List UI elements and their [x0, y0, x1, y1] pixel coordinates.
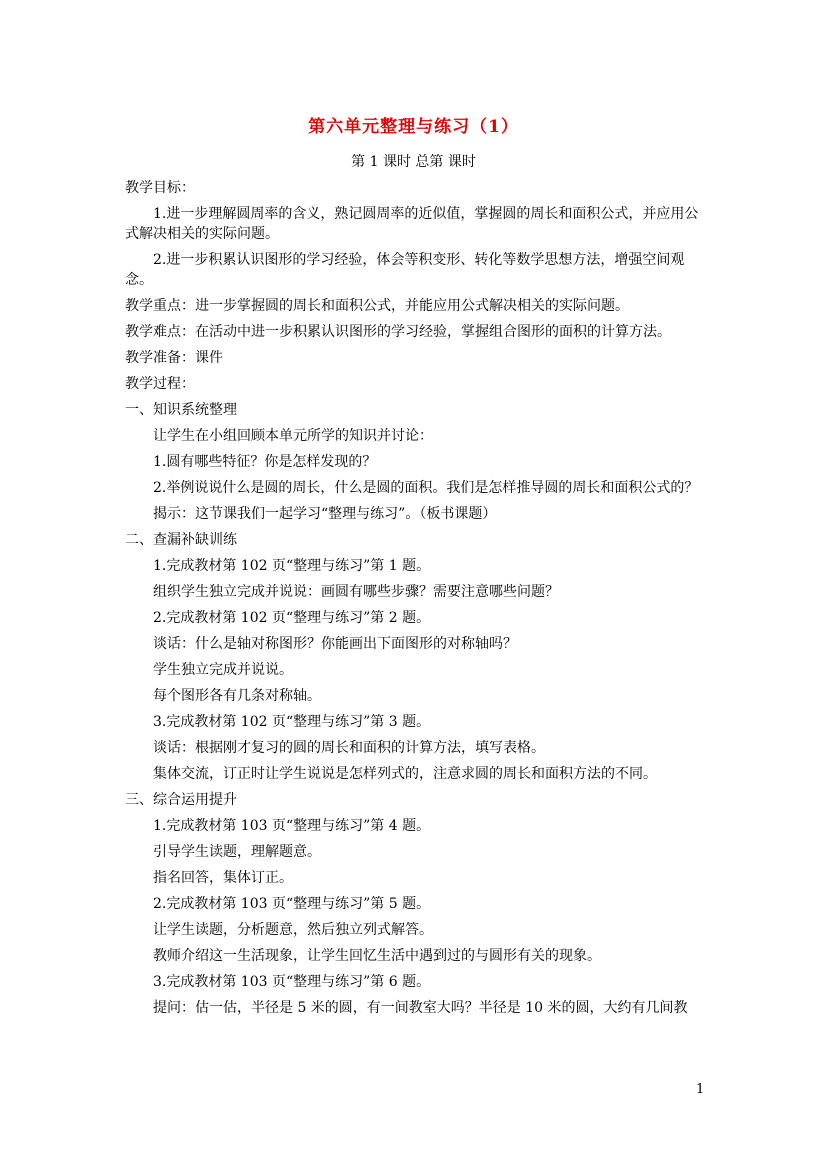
difficult-points: 教学难点：在活动中进一步积累认识图形的学习经验，掌握组合图形的面积的计算方法。: [125, 324, 671, 340]
objective-2: 2.进一步积累认识图形的学习经验，体会等积变形、转化等数学思想方法，增强空间观念。: [125, 252, 685, 288]
page-number: 1: [696, 1082, 705, 1097]
section-1-heading: 一、知识系统整理: [125, 402, 237, 418]
preparation: 教学准备：课件: [125, 350, 223, 366]
paragraph: 引导学生读题，理解题意。: [153, 844, 321, 860]
paragraph: 谈话：根据刚才复习的圆的周长和面积的计算方法，填写表格。: [153, 740, 545, 756]
section-2-heading: 二、查漏补缺训练: [125, 532, 237, 548]
paragraph: 1.完成教材第 103 页“整理与练习”第 4 题。: [153, 818, 431, 834]
lesson-subtitle: 第 1 课时 总第 课时: [351, 154, 476, 170]
document-body: [125, 178, 710, 1024]
paragraph: 2.完成教材第 102 页“整理与练习”第 2 题。: [153, 610, 431, 626]
paragraph: 让学生在小组回顾本单元所学的知识并讨论：: [153, 428, 433, 444]
paragraph: 提问：估一估，半径是 5 米的圆，有一间教室大吗？半径是 10 米的圆，大约有几间教: [153, 1000, 688, 1016]
heading-process: 教学过程：: [125, 376, 195, 392]
paragraph: 1.完成教材第 102 页“整理与练习”第 1 题。: [153, 558, 431, 574]
paragraph: 2.举例说说什么是圆的周长，什么是圆的面积。我们是怎样推导圆的周长和面积公式的？: [153, 480, 699, 496]
paragraph: 谈话：什么是轴对称图形？你能画出下面图形的对称轴吗？: [153, 636, 517, 652]
section-3-heading: 三、综合运用提升: [125, 792, 237, 808]
paragraph: 学生独立完成并说说。: [153, 662, 293, 678]
paragraph: 2.完成教材第 103 页“整理与练习”第 5 题。: [153, 896, 431, 912]
objective-1: 1.进一步理解圆周率的含义，熟记圆周率的近似值，掌握圆的周长和面积公式，并应用公式解决相关的实际问题。: [125, 206, 699, 242]
paragraph: 1.圆有哪些特征？你是怎样发现的？: [153, 454, 377, 470]
paragraph: 组织学生独立完成并说说：画圆有哪些步骤？需要注意哪些问题？: [153, 584, 559, 600]
heading-objectives: 教学目标：: [125, 180, 195, 196]
key-points: 教学重点：进一步掌握圆的周长和面积公式，并能应用公式解决相关的实际问题。: [125, 298, 629, 314]
paragraph: 3.完成教材第 102 页“整理与练习”第 3 题。: [153, 714, 431, 730]
paragraph: 集体交流，订正时让学生说说是怎样列式的，注意求圆的周长和面积方法的不同。: [153, 766, 657, 782]
paragraph: 揭示：这节课我们一起学习“整理与练习”。（板书课题）: [153, 506, 497, 522]
paragraph: 指名回答，集体订正。: [153, 870, 293, 886]
paragraph: 3.完成教材第 103 页“整理与练习”第 6 题。: [153, 974, 431, 990]
document-title: 第六单元整理与练习（1）: [308, 117, 519, 137]
paragraph: 教师介绍这一生活现象，让学生回忆生活中遇到过的与圆形有关的现象。: [153, 948, 601, 964]
paragraph: 让学生读题，分析题意，然后独立列式解答。: [153, 922, 433, 938]
paragraph: 每个图形各有几条对称轴。: [153, 688, 321, 704]
